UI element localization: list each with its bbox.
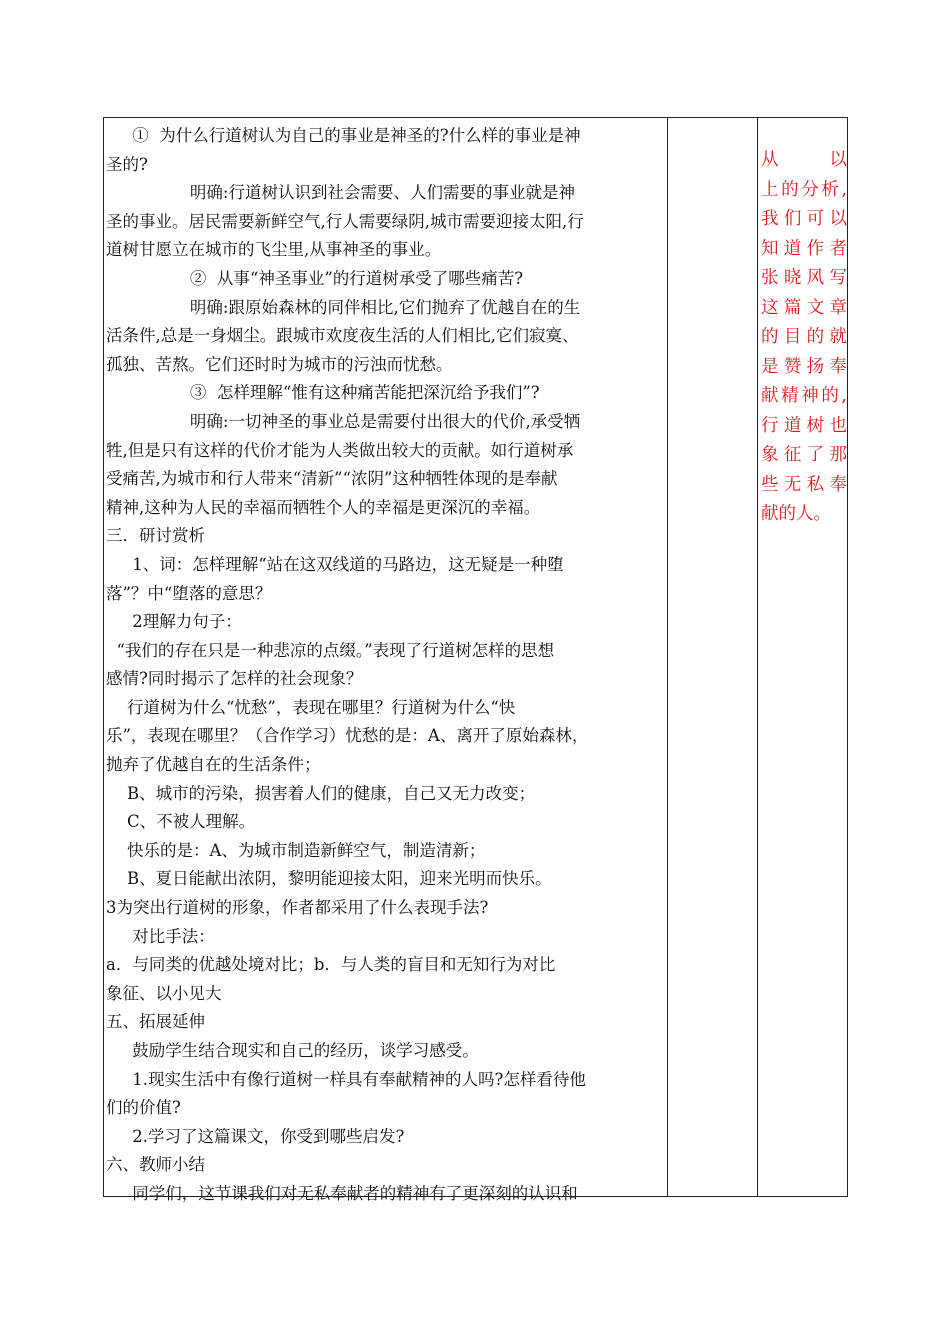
- note-line: 行道树也: [761, 415, 847, 436]
- note-line: 这篇文章: [761, 297, 847, 318]
- note-line: 献的人。: [761, 504, 831, 524]
- note-line: 张晓风写: [761, 268, 847, 288]
- lesson-table: [103, 117, 848, 1203]
- text-line: 圣的事业。居民需要新鲜空气,行人需要绿阴,城市需要迎接太阳,行: [106, 211, 584, 231]
- text-line: 2.学习了这篇课文，你受到哪些启发?: [106, 1126, 405, 1146]
- section-heading: 三．研讨赏析: [106, 526, 205, 546]
- text-line: 象征、以小见大: [106, 983, 222, 1003]
- note-line: 献精神的,: [761, 386, 847, 406]
- text-line: 孤独、苦熬。它们还时时为城市的污浊而忧愁。: [106, 354, 453, 374]
- text-line: 落”？中“堕落的意思？: [106, 583, 272, 603]
- note-line: 些无私奉: [761, 474, 847, 495]
- text-line: 牲,但是只有这样的代价才能为人类做出较大的贡献。如行道树承: [106, 440, 574, 460]
- text-line: 同学们，这节课我们对无私奉献者的精神有了更深刻的认识和: [106, 1183, 578, 1203]
- lesson-content: [106, 122, 666, 1209]
- text-line: 精神,这种为人民的幸福而牺牲个人的幸福是更深沉的幸福。: [106, 497, 541, 517]
- note-line: 知道作者: [761, 238, 847, 259]
- text-line: 鼓励学生结合现实和自己的经历，谈学习感受。: [106, 1041, 479, 1060]
- note-line: 我们可以: [761, 209, 847, 229]
- text-line: 3为突出行道树的形象，作者都采用了什么表现手法?: [106, 898, 489, 918]
- text-line: 快乐的是：A、为城市制造新鲜空气，制造清新；: [106, 840, 486, 860]
- text-line: 抛弃了优越自在的生活条件；: [106, 755, 321, 775]
- section-heading: 六、教师小结: [106, 1155, 205, 1175]
- text-line: 道树甘愿立在城市的飞尘里,从事神圣的事业。: [106, 240, 442, 260]
- note-line: 是赞扬奉: [761, 356, 847, 377]
- text-line: 活条件,总是一身烟尘。跟城市欢度夜生活的人们相比,它们寂寞、: [106, 326, 579, 346]
- text-line: 2理解力句子：: [106, 612, 242, 632]
- text-line: B、夏日能献出浓阴，黎明能迎接太阳，迎来光明而快乐。: [106, 869, 552, 889]
- note-line: 象征了那: [761, 445, 847, 465]
- text-line: 对比手法：: [106, 926, 215, 946]
- text-line: 明确:跟原始森林的同伴相比,它们抛弃了优越自在的生: [106, 297, 581, 317]
- note-line: 的目的就: [761, 327, 847, 347]
- text-line: B、城市的污染，损害着人们的健康，自己又无力改变；: [106, 783, 536, 803]
- text-line: 1.现实生活中有像行道树一样具有奉献精神的人吗?怎样看待他: [106, 1069, 586, 1089]
- column-divider: [667, 118, 668, 1196]
- text-line: ② 从事“神圣事业”的行道树承受了哪些痛苦?: [106, 268, 524, 288]
- text-line: C、不被人理解。: [106, 812, 256, 832]
- text-line: 感情?同时揭示了怎样的社会现象？: [106, 669, 363, 689]
- text-line: 明确:一切神圣的事业总是需要付出很大的代价,承受牺: [106, 411, 581, 431]
- column-divider: [757, 118, 758, 1196]
- text-line: 行道树为什么“忧愁”，表现在哪里？行道树为什么“快: [106, 697, 516, 717]
- text-line: a．与同类的优越处境对比；b．与人类的盲目和无知行为对比: [106, 955, 556, 975]
- text-line: ③ 怎样理解“惟有这种痛苦能把深沉给予我们”?: [106, 383, 540, 403]
- side-note: [761, 146, 847, 530]
- text-line: 们的价值?: [106, 1098, 181, 1118]
- text-line: ① 为什么行道树认为自己的事业是神圣的?什么样的事业是神: [106, 126, 581, 145]
- text-line: 明确:行道树认识到社会需要、人们需要的事业就是神: [106, 183, 575, 203]
- text-line: 1、词：怎样理解“站在这双线道的马路边，这无疑是一种堕: [106, 554, 564, 574]
- note-line: 从 以: [761, 150, 847, 170]
- note-line: 上的分析,: [761, 179, 847, 200]
- section-heading: 五、拓展延伸: [106, 1012, 205, 1032]
- text-line: 圣的?: [106, 154, 148, 174]
- text-line: 乐”，表现在哪里？（合作学习）忧愁的是：A、离开了原始森林，: [106, 726, 589, 746]
- text-line: “我们的存在只是一种悲凉的点缀。”表现了行道树怎样的思想: [106, 640, 555, 660]
- text-line: 受痛苦,为城市和行人带来“清新”“浓阴”这种牺牲体现的是奉献: [106, 469, 558, 489]
